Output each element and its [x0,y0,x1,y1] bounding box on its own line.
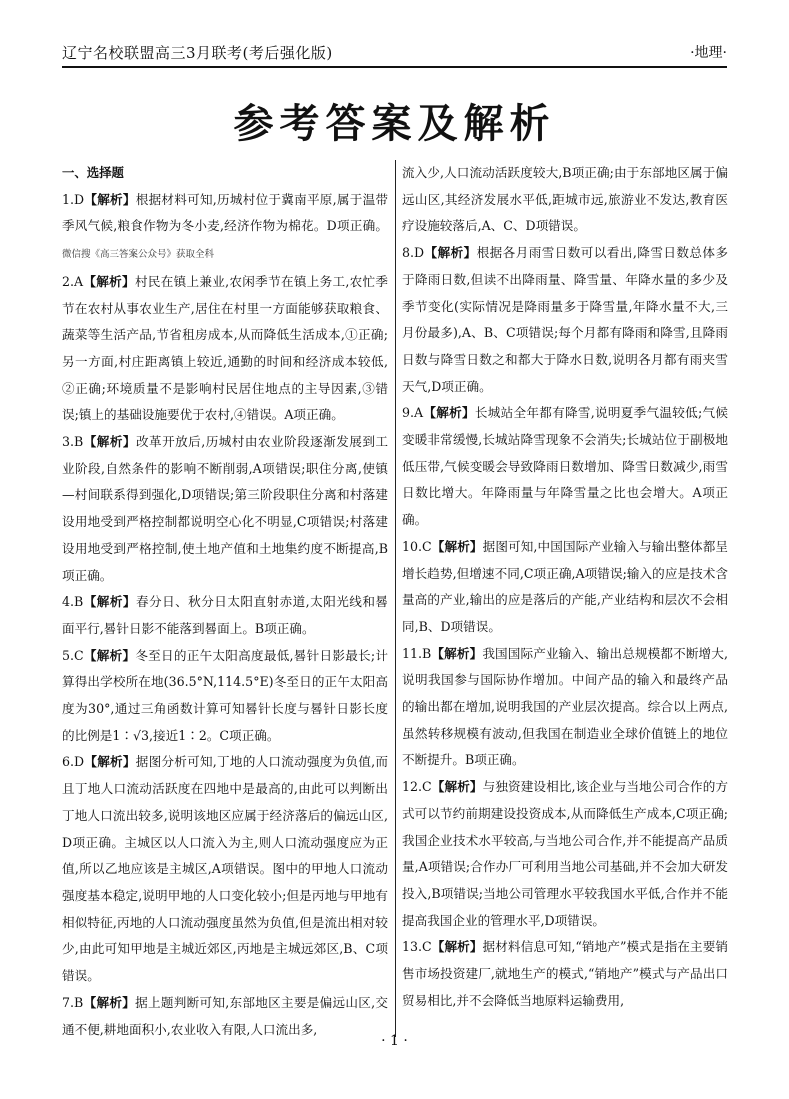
answer-number: 13.C [402,939,432,955]
answer-item [402,934,728,1014]
answer-text: 根据材料可知,历城村位于冀南平原,属于温带季风气候,粮食作物为冬小麦,经济作物为棉花。D项正确。 [62,191,389,234]
watermark-note: 微信搜《高三答案公众号》获取全科 [62,249,215,261]
answer-number: 10.C [402,538,432,554]
answer-text: 根据各月雨雪日数可以看出,降雪日数总体多于降雨日数,但读不出降雨量、降雪量、年降水量的多少及季节变化(实际情况是降雨量多于降雪量,年降水量不大,三月份最多),A、B、C项错误;每个月都有降雨和降雪,且降雨日数与降雪日数之和都大于降水日数,说明各月都有雨夹雪天气,D项正确。 [402,245,729,394]
answer-item [402,534,728,641]
answer-item [402,774,728,934]
analysis-tag: 【解析】 [424,245,477,261]
answer-number: 2.A [62,273,84,289]
page-title: 参考答案及解析 [233,101,556,147]
section-heading: 一、选择题 [62,165,124,180]
answer-number: 5.C [62,647,84,663]
right-answer-list [402,160,728,1015]
analysis-tag: 【解析】 [83,994,136,1010]
answer-item [402,240,728,400]
subject-label: ·地理· [690,45,727,61]
answer-number: 7.B [62,994,84,1010]
answer-number: 9.A [402,405,424,421]
answer-item [402,641,728,775]
page-header [62,38,727,68]
exam-name: 辽宁名校联盟高三3月联考(考后强化版) [62,43,333,62]
answer-item [62,269,388,429]
column-divider [395,160,396,1037]
left-column [62,160,388,1043]
answer-text: 长城站全年都有降雪,说明夏季气温较低;气候变暖非常缓慢,长城站降雪现象不会消失;长城站位于副极地低压带,气候变暖会导致降雨日数增加、降雪日数减少,雨雪日数比增大。年降雨量与年降雪量之比也会增大。A项正确。 [402,405,729,528]
answer-item [62,429,388,589]
analysis-tag: 【解析】 [431,939,483,955]
answer-number: 3.B [62,434,84,450]
answer-number: 11.B [402,645,432,661]
answer-item [62,749,388,989]
answer-item [402,400,728,534]
analysis-tag: 【解析】 [431,645,483,661]
analysis-tag: 【解析】 [431,538,483,554]
answer-number: 12.C [402,779,432,795]
answer-text: 冬至日的正午太阳高度最低,晷针日影最长;计算得出学校所在地(36.5°N,114.5°E)冬至日的正午太阳高度为30°,通过三角函数计算可知晷针长度与晷针日影长度的比例是1∶√3,接近1∶2。C项正确。 [62,647,389,743]
analysis-tag: 【解析】 [84,191,136,207]
answer-text: 据图可知,中国国际产业输入与输出整体都呈增长趋势,但增速不同,C项正确,A项错误;输入的应是技术含量高的产业,输出的应是落后的产能,产业结构和层次不会相同,B、D项错误。 [402,538,728,634]
answer-text: 据上题判断可知,东部地区主要是偏远山区,交通不便,耕地面积小,农业收入有限,人口流出多, [62,994,389,1037]
answer-text: 据材料信息可知,“销地产”模式是指在主要销售市场投资建厂,就地生产的模式,“销地产”模式与产品出口贸易相比,并不会降低当地原料运输费用, [402,939,728,1008]
answer-number: 8.D [402,245,425,261]
answer-number: 6.D [62,754,85,770]
analysis-tag: 【解析】 [84,754,136,770]
answer-text: 春分日、秋分日太阳直射赤道,太阳光线和晷面平行,晷针日影不能落到晷面上。B项正确。 [62,594,388,636]
answer-text: 村民在镇上兼业,农闲季节在镇上务工,农忙季节在农村从事农业生产,居住在村里一方面能够获取粮食、蔬菜等生活产品,节省租房成本,从而降低生活成本,①正确;另一方面,村庄距离镇上较近,通勤的时间和经济成本较低,②正确;环境质量不是影响村民居住地点的主导因素,③错误;镇上的基础设施要优于农村,④错误。A项正确。 [62,273,389,423]
answer-item [62,643,388,750]
left-answer-list [62,187,388,1044]
answer-number: 4.B [62,594,84,610]
answer-text: 与独资建设相比,该企业与当地公司合作的方式可以节约前期建设投资成本,从而降低生产成本,C项正确;我国企业技术水平较高,与当地公司合作,并不能提高产品质量,A项错误;合作办厂可利用当地公司基础,并不会加大研发投入,B项错误;当地公司管理水平较我国水平低,合作并不能提高我国企业的管理水平,D项错误。 [402,779,728,928]
answer-item [62,589,388,642]
analysis-tag: 【解析】 [83,434,136,450]
analysis-tag: 【解析】 [431,779,483,795]
answer-text: 流入少,人口流动活跃度较大,B项正确;由于东部地区属于偏远山区,其经济发展水平低,距城市远,旅游业不发达,教育医疗设施较落后,A、C、D项错误。 [402,165,728,234]
answer-number: 1.D [62,191,85,207]
answer-item [62,187,388,269]
right-column [402,160,728,1015]
answer-text: 改革开放后,历城村由农业阶段逐渐发展到工业阶段,自然条件的影响不断削弱,A项错误;职住分离,使镇—村间联系得到强化,D项错误;第三阶段职住分离和村落建设用地受到严格控制都说明空心化不明显,C项错误;村落建设用地受到严格控制,使土地产值和土地集约度不断提高,B项正确。 [62,434,388,583]
answer-text: 我国国际产业输入、输出总规模都不断增大,说明我国参与国际协作增加。中间产品的输入和最终产品的输出都在增加,说明我国的产业层次提高。综合以上两点,虽然转移规模有波动,但我国在制造业全球价值链上的地位不断提升。B项正确。 [402,645,728,768]
analysis-tag: 【解析】 [423,405,475,421]
analysis-tag: 【解析】 [83,647,136,663]
analysis-tag: 【解析】 [83,594,136,610]
answer-item [402,160,728,240]
answer-text: 据图分析可知,丁地的人口流动强度为负值,而且丁地人口流动活跃度在四地中是最高的,由此可以判断出丁地人口流出较多,说明该地区应属于经济落后的偏远山区,D项正确。主城区以人口流入为主,则人口流动强度应为正值,所以乙地应该是主城区,A项错误。图中的甲地人口流动强度基本稳定,说明甲地的人口变化较小;但是丙地与甲地有相似特征,丙地的人口流动强度虽然为负值,但是流出相对较少,由此可知甲地是主城近郊区,丙地是主城远郊区,B、C项错误。 [62,754,389,984]
page-number: · 1 · [381,1033,408,1049]
analysis-tag: 【解析】 [83,273,135,289]
